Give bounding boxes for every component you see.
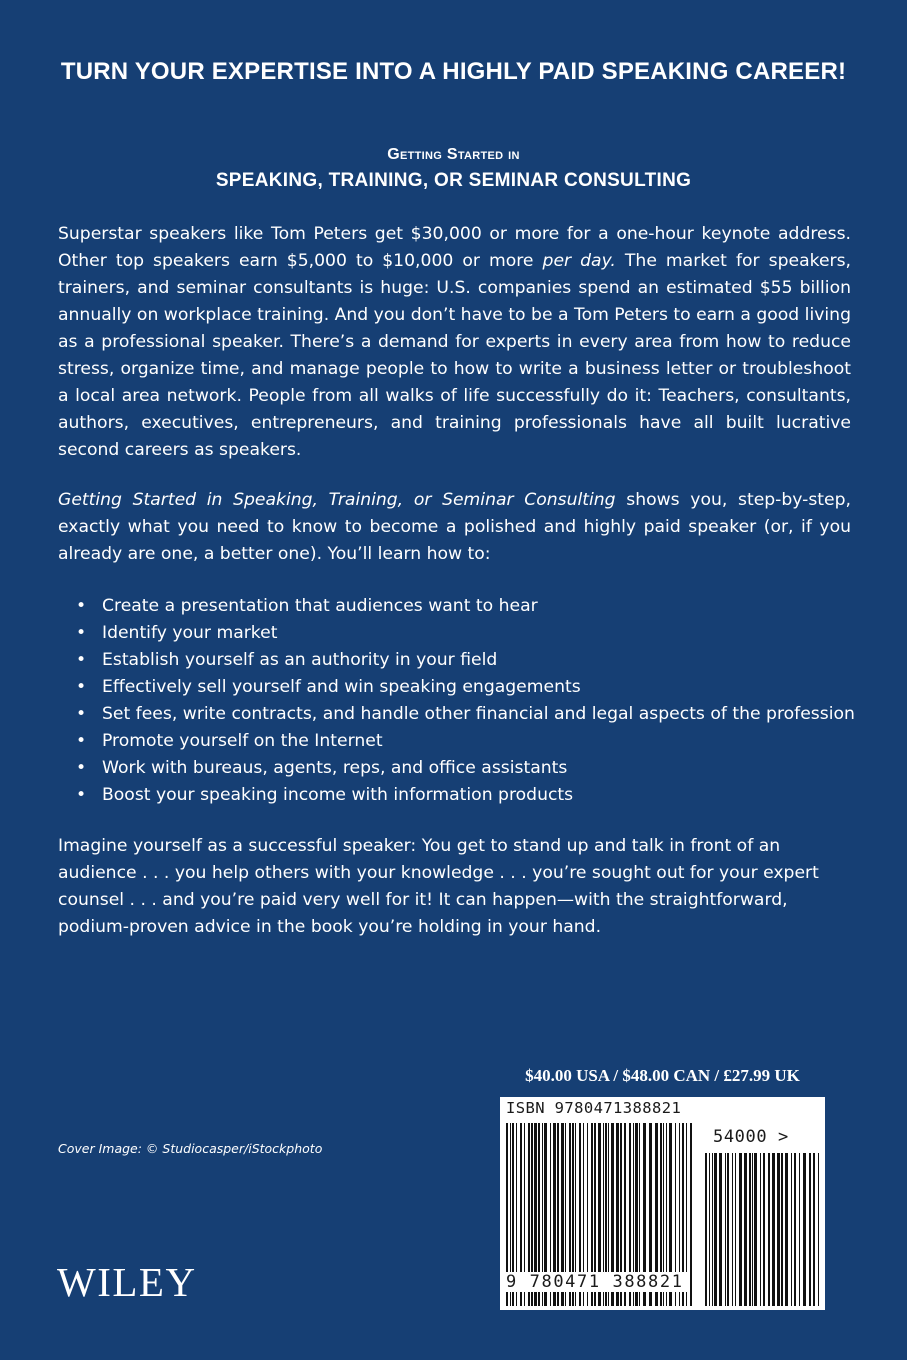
list-item-text: Establish yourself as an authority in your field <box>102 650 498 670</box>
list-item <box>76 647 866 674</box>
bullet-icon: • <box>76 623 87 643</box>
barcode-bar <box>777 1153 780 1306</box>
intro-emphasis: per day. <box>542 251 616 271</box>
barcode-price-bars <box>705 1153 819 1306</box>
barcode-bar <box>732 1153 733 1306</box>
publisher-logo: WILEY <box>57 1259 197 1305</box>
bullet-icon: • <box>76 677 87 697</box>
barcode-bar <box>813 1153 815 1306</box>
barcode-bar <box>754 1153 757 1306</box>
list-item-text: Identify your market <box>102 623 278 643</box>
bullet-icon: • <box>76 785 87 805</box>
barcode-bar <box>690 1123 692 1306</box>
subtitle-title: SPEAKING, TRAINING, OR SEMINAR CONSULTING <box>215 170 692 191</box>
barcode-bar <box>809 1153 811 1306</box>
list-item <box>76 620 866 647</box>
closing-paragraph: Imagine yourself as a successful speaker: You get to stand up and talk in front of an audience . . . you help others with your knowledge . . . you’re sought out for your expert counsel . . . and you’re paid very well for it! It can happen—with the straightforward, podium-proven advice in the book you’re holding in your hand. <box>58 836 819 937</box>
barcode-bar <box>799 1153 800 1306</box>
list-item-text: Promote yourself on the Internet <box>102 731 383 751</box>
barcode-bar <box>781 1153 783 1306</box>
list-item <box>76 674 866 701</box>
barcode-bar <box>749 1153 751 1306</box>
isbn-digits: 9 780471 388821 <box>506 1272 688 1292</box>
barcode-bar <box>714 1153 717 1306</box>
bullet-icon: • <box>76 704 87 724</box>
intro-paragraph <box>58 221 851 464</box>
bullet-icon: • <box>76 650 87 670</box>
barcode-bar <box>818 1153 819 1306</box>
intro-text-rest: The market for speakers, trainers, and seminar consultants is huge: U.S. companies spend an estimated $55 billion annually on workplace training. And you don’t have to be a Tom Peters to earn a good living as a professional speaker. There’s a demand for experts in every area from how to reduce stress, organize time, and manage people to how to write a business letter or troubleshoot a local area network. People from all walks of life successfully do it: Teachers, consultants, authors, executives, entrepreneurs, and training professionals have all built lucrative second careers as speakers. <box>58 251 851 460</box>
barcode-bar <box>735 1153 736 1306</box>
barcode-bar <box>803 1153 806 1306</box>
list-item <box>76 782 866 809</box>
price-code: 54000 > <box>713 1127 789 1147</box>
list-item-text: Boost your speaking income with information products <box>102 785 574 805</box>
barcode-bar <box>785 1153 788 1306</box>
barcode-bar <box>725 1153 726 1306</box>
isbn-barcode <box>500 1097 825 1310</box>
intro-text: Superstar speakers like Tom Peters get $30,000 or more for a one-hour keynote address. Other top speakers earn $5,000 to $10,000 or more <box>58 224 851 271</box>
list-item-text: Set fees, write contracts, and handle other financial and legal aspects of the profession <box>102 704 855 724</box>
barcode-bar <box>763 1153 765 1306</box>
barcode-bar <box>768 1153 770 1306</box>
isbn-label: ISBN 9780471388821 <box>506 1099 682 1117</box>
book-summary-text: shows you, step-by-step, exactly what you need to know to become a polished and highly paid speaker (or, if you already are one, a better one). You’ll learn how to: <box>58 490 851 564</box>
list-item <box>76 701 866 728</box>
book-title-italic: Getting Started in Speaking, Training, or Seminar Consulting <box>58 490 616 510</box>
barcode-bar <box>752 1153 753 1306</box>
barcode-bar <box>794 1153 796 1306</box>
barcode-bar <box>705 1153 707 1306</box>
barcode-bar <box>791 1153 792 1306</box>
bullet-icon: • <box>76 731 87 751</box>
barcode-bar <box>719 1153 722 1306</box>
barcode-bar <box>712 1153 713 1306</box>
bullet-icon: • <box>76 596 87 616</box>
barcode-bar <box>760 1153 761 1306</box>
subtitle-series: Getting Started in <box>387 146 520 163</box>
cover-image-credit: Cover Image: © Studiocasper/iStockphoto <box>58 1141 323 1156</box>
barcode-bar <box>727 1153 729 1306</box>
list-item-text: Create a presentation that audiences want to hear <box>102 596 538 616</box>
list-item <box>76 755 866 782</box>
learning-points-list <box>76 593 866 809</box>
bullet-icon: • <box>76 758 87 778</box>
barcode-bar <box>744 1153 747 1306</box>
list-item <box>76 593 866 620</box>
list-item-text: Work with bureaus, agents, reps, and office assistants <box>102 758 568 778</box>
list-item <box>76 728 866 755</box>
barcode-bar <box>709 1153 710 1306</box>
barcode-bar <box>739 1153 742 1306</box>
barcode-bar <box>772 1153 775 1306</box>
book-summary-paragraph <box>58 487 851 568</box>
price-line: $40.00 USA / $48.00 CAN / £27.99 UK <box>525 1066 800 1085</box>
headline: TURN YOUR EXPERTISE INTO A HIGHLY PAID SPEAKING CAREER! <box>60 58 847 85</box>
list-item-text: Effectively sell yourself and win speaking engagements <box>102 677 581 697</box>
